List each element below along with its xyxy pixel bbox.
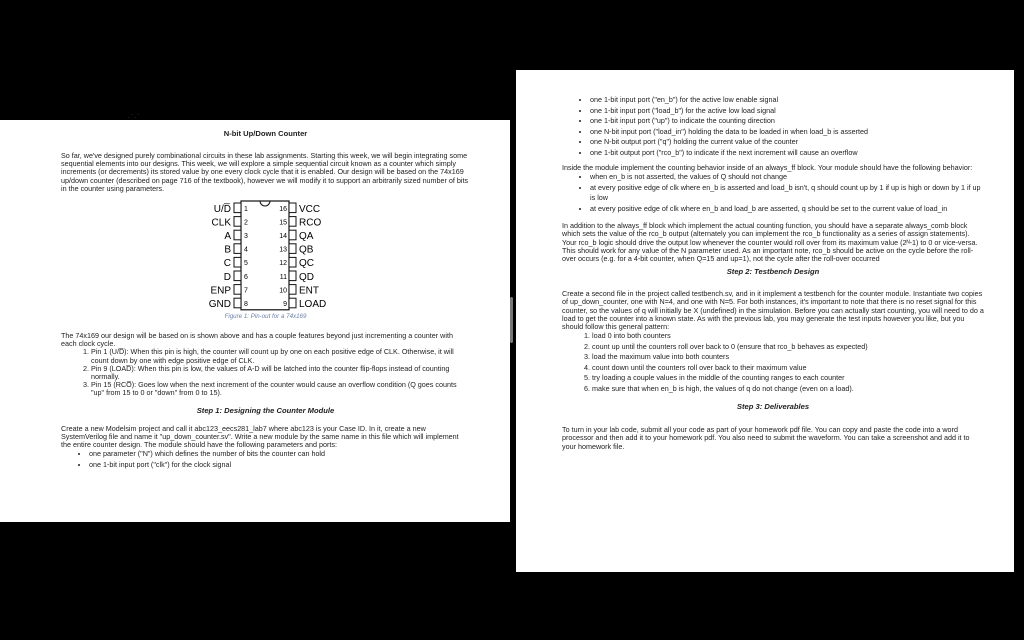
test-step: 4. count down until the counters roll over back to their maximum value [592, 363, 984, 374]
port-item: • one parameter ("N") which defines the number of bits the counter can hold [89, 449, 470, 460]
pin-notes-list [61, 348, 470, 397]
behavior-intro: Inside the module implement the counting behavior inside of an always_ff block. Your module should have the following behavior: [562, 163, 973, 172]
step1-heading: Step 1: Designing the Counter Module [196, 405, 335, 415]
pin-number: 2 [244, 219, 248, 227]
pin-label: ENT [299, 285, 319, 297]
pin-right [289, 298, 296, 308]
port-item: • one 1-bit input port ("clk") for the clock signal [89, 460, 470, 471]
pin-label: QA [299, 231, 314, 243]
figure-description: The 74x169 our design will be based on is shown above and has a couple features beyond just incrementing a counter with each clock cycle. [61, 331, 453, 349]
test-steps-list [562, 331, 984, 394]
pin-number: 14 [279, 233, 287, 241]
figure-caption: Figure 1: Pin-out for a 74x169 [224, 313, 307, 321]
pin-number: 10 [279, 287, 287, 295]
pin-label: ENP [210, 285, 231, 297]
pin-right [289, 285, 296, 295]
pin-label: QC [299, 258, 314, 270]
pin-label: D [223, 271, 231, 283]
test-step: 5. try loading a couple values in the middle of the counting ranges to each counter [592, 373, 984, 384]
pin-number: 13 [279, 246, 287, 254]
pin-label: RCO [299, 217, 322, 229]
cropped-header-fragment: . ' . ' [128, 114, 139, 118]
pin-right [289, 257, 296, 267]
port-item: • one 1-bit input port ("en_b") for the active low enable signal [590, 95, 984, 106]
pin-left [234, 298, 241, 308]
step1-paragraph: Create a new Modelsim project and call it abc123_eecs281_lab7 where abc123 is your Case ID. In it, create a new SystemVerilog file and name it "up_down_counter.sv". Write a new module by the same name in this file which will implement the entire counter design. The module should have the following parameters and ports: [61, 423, 459, 450]
pin-label: B [224, 244, 231, 256]
pin-label: A [224, 231, 231, 243]
pin-right [289, 203, 296, 213]
test-step: 6. make sure that when en_b is high, the values of q do not change (even on a load). [592, 384, 984, 395]
behavior-list [562, 172, 984, 214]
pin-label: QD [299, 271, 314, 283]
pin-left [234, 271, 241, 281]
pin-label: U/D̅ [213, 203, 231, 215]
pin-number: 4 [244, 246, 248, 254]
rco-paragraph: In addition to the always_ff block which implement the actual counting function, you should have a separate always_comb block which sets the value of the rco_b output (alternately you can implement the rco_b functionality as a series of assign statements). Your rco_b logic should drive the output low whenever the counter would roll over from its maximum value (2ᴺ-1) to 0 or vice-versa. This should work for any value of the N parameter used. As an important note, rco_b should be active on the cycle before the roll-over occurs (e.g. for a 4-bit counter, when Q=15 and up=1), not the cycle after the roll-over occurred [562, 221, 978, 264]
pin-number: 3 [244, 233, 248, 241]
port-item: • one N-bit input port ("load_in") holding the data to be loaded in when load_b is asserted [590, 127, 984, 138]
pin-note: 1. Pin 1 (U/D̅): When this pin is high, the counter will count up by one on each positive edge of CLK. Otherwise, it will count down by one with edge positive edge of CLK. [91, 348, 470, 364]
intro-paragraph: So far, we've designed purely combinational circuits in these lab assignments. Starting this week, we will begin integrating some sequential elements into our designs. This week, we will explore a simple sequential circuit known as a counter which simply increments (or decrements) its stored value by one every clock cycle that it is enabled. Our design will be based on the 74x169 up/down counter (described on page 716 of the textbook), however we will modify it to support an arbitrarily sized number of bits in the counter using parameters. [61, 151, 469, 193]
test-step: 1. load 0 into both counters [592, 331, 984, 342]
ports-continued-list [562, 95, 984, 158]
pin-right [289, 230, 296, 240]
pin-number: 7 [244, 287, 248, 295]
left-document-page [0, 114, 510, 522]
pin-number: 15 [279, 219, 287, 227]
pin-note: 2. Pin 9 (LOAD̅): When this pin is low, the values of A-D will be latched into the counter flip-flops instead of counting normally. [91, 365, 470, 381]
pin-number: 6 [244, 273, 248, 281]
pin-number: 12 [279, 260, 287, 268]
behavior-item: • when en_b is not asserted, the values of Q should not change [590, 172, 984, 183]
pin-number: 9 [283, 301, 287, 309]
port-item: • one N-bit output port ("q") holding the current value of the counter [590, 137, 984, 148]
pin-note: 3. Pin 15 (RCO̅): Goes low when the next increment of the counter would cause an overflow condition (Q goes counts "up" from 15 to 0 or "down" from 0 to 15). [91, 381, 470, 397]
pin-label: LOAD [299, 299, 327, 311]
pin-right [289, 217, 296, 227]
pinout-figure [61, 199, 470, 313]
pin-label: CLK [211, 217, 231, 229]
step3-heading: Step 3: Deliverables [736, 402, 810, 412]
behavior-item: • at every positive edge of clk where en_b is asserted and load_b isn't, q should count up by 1 if up is high or down by 1 if up is low [590, 183, 984, 204]
ports-list [61, 449, 470, 470]
pin-label: C [223, 258, 231, 270]
port-item: • one 1-bit output port ("rco_b") to indicate if the next increment will cause an overflow [590, 148, 984, 159]
pin-left [234, 203, 241, 213]
pin-left [234, 230, 241, 240]
pin-left [234, 257, 241, 267]
pin-number: 11 [279, 273, 287, 281]
step2-heading: Step 2: Testbench Design [726, 267, 820, 277]
pin-left [234, 244, 241, 254]
behavior-item: • at every positive edge of clk where en_b and load_b are asserted, q should be set to the current value of load_in [590, 204, 984, 215]
right-document-page [516, 70, 1014, 572]
pin-label: VCC [299, 203, 321, 215]
pin-left [234, 217, 241, 227]
step2-paragraph: Create a second file in the project called testbench.sv, and in it implement a testbench for the counter module. Instantiate two copies of up_down_counter, one with N=4, and one with N=5. For both instances, it's important to note that there is no reset signal for this counter, so the values of q will initially be X (undefined) in the simulation. Before you can actually start counting, you will need to do a load to get the counter into a known state. As with the previous lab, you may generate the test inputs however you like, but you should follow this general pattern: [562, 289, 984, 332]
pin-number: 1 [244, 205, 248, 213]
chip-notch [260, 201, 270, 206]
pin-right [289, 271, 296, 281]
port-item: • one 1-bit input port ("up") to indicate the counting direction [590, 116, 984, 127]
chip-pinout-diagram [61, 199, 470, 313]
step3-paragraph: To turn in your lab code, submit all your code as part of your homework pdf file. You can copy and paste the code into a word processor and then add it to your homework pdf. You also need to submit the waveform. You can take a screenshot and add it to your homework file. [562, 425, 970, 451]
split-view-divider[interactable] [510, 297, 513, 343]
test-step: 3. load the maximum value into both counters [592, 352, 984, 363]
pin-number: 16 [279, 205, 287, 213]
pin-left [234, 285, 241, 295]
pin-right [289, 244, 296, 254]
port-item: • one 1-bit input port ("load_b") for the active low load signal [590, 106, 984, 117]
pin-label: GND [208, 299, 231, 311]
pin-label: QB [299, 244, 314, 256]
page-title: N-bit Up/Down Counter [223, 129, 308, 138]
pin-number: 8 [244, 301, 248, 309]
test-step: 2. count up until the counters roll over back to 0 (ensure that rco_b behaves as expected) [592, 342, 984, 353]
pin-number: 5 [244, 260, 248, 268]
